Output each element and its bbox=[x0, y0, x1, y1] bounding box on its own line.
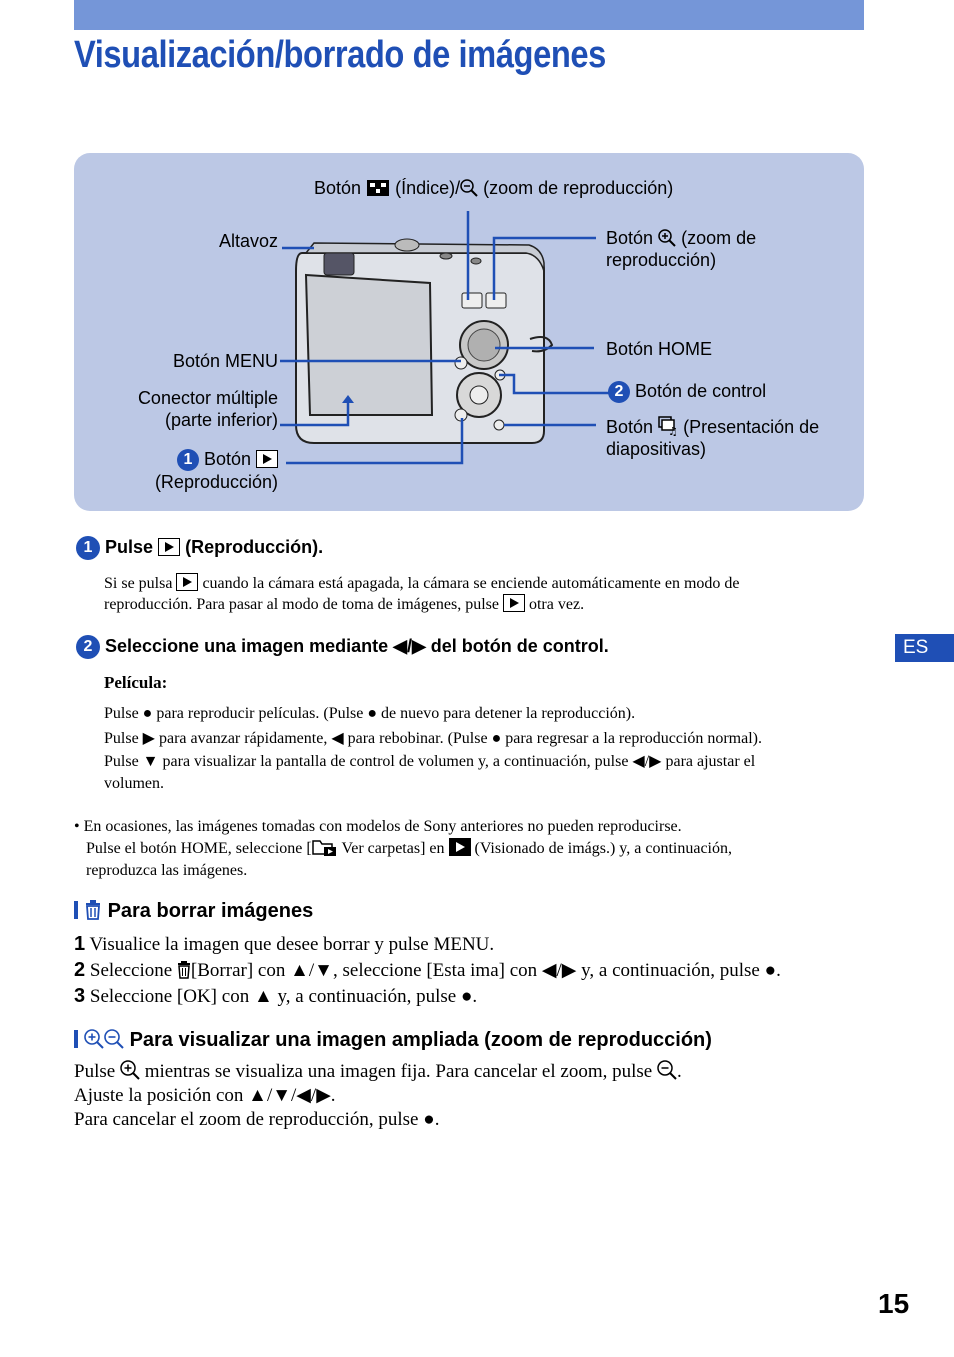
step-2-line1: Pulse ● para reproducir películas. (Pulse ● de nuevo para detener la reproducción). bbox=[104, 705, 636, 722]
zoom-button-label bbox=[606, 227, 756, 271]
index-button-tail: (Índice)/ bbox=[395, 178, 461, 198]
delete-step-2-num: 2 bbox=[74, 959, 86, 981]
step-1-head-a: Pulse bbox=[105, 536, 154, 557]
zoom-line-2: Ajuste la posición con ▲/▼/◀/▶. bbox=[74, 1085, 336, 1106]
delete-step-3 bbox=[74, 984, 477, 1009]
zoom-out-icon bbox=[460, 179, 478, 197]
section-marker bbox=[74, 1030, 78, 1048]
zoom-section-title: Para visualizar una imagen ampliada (zoom de reproducción) bbox=[129, 1029, 712, 1051]
step-2-number: 2 bbox=[76, 635, 100, 659]
slideshow-button-text: Botón bbox=[606, 417, 654, 437]
zoom-in-icon bbox=[84, 1029, 104, 1049]
step-1-heading bbox=[76, 536, 323, 560]
step-2-head: Seleccione una imagen mediante ◀/▶ del botón de control. bbox=[105, 635, 609, 656]
step-1-body-b: cuando la cámara está apagada, la cámara se enciende automáticamente en modo de bbox=[202, 575, 740, 592]
zoom-line-1-a: Pulse bbox=[74, 1061, 116, 1082]
delete-step-1-text: Visualice la imagen que desee borrar y pulse MENU. bbox=[89, 934, 495, 955]
control-button-label bbox=[608, 380, 766, 403]
zoom-button-line2: reproducción) bbox=[606, 250, 717, 270]
delete-step-2-a: Seleccione bbox=[89, 960, 173, 981]
note-block bbox=[74, 816, 864, 882]
delete-step-2-b: [Borrar] con ▲/▼, seleccione [Esta ima] con ◀/▶ y, a continuación, pulse ●. bbox=[190, 960, 781, 981]
delete-step-2 bbox=[74, 958, 781, 983]
zoom-in-icon bbox=[658, 229, 676, 247]
play-icon bbox=[176, 573, 198, 591]
zoom-section-heading bbox=[74, 1029, 712, 1052]
speaker-label: Altavoz bbox=[218, 231, 278, 251]
delete-step-3-text: Seleccione [OK] con ▲ y, a continuación, pulse ●. bbox=[89, 986, 478, 1007]
home-button-label: Botón HOME bbox=[606, 339, 713, 359]
note-line2a: Pulse el botón HOME, seleccione [ bbox=[86, 840, 312, 857]
index-icon bbox=[366, 179, 390, 197]
step-1-body-c: reproducción. Para pasar al modo de toma de imágenes, pulse bbox=[104, 596, 499, 613]
trash-icon bbox=[84, 900, 102, 920]
delete-step-3-num: 3 bbox=[74, 985, 86, 1007]
multi-connector-label bbox=[104, 387, 278, 431]
step-1-body-a: Si se pulsa bbox=[104, 575, 173, 592]
step-1-body-d: otra vez. bbox=[528, 596, 585, 613]
play-icon bbox=[158, 538, 180, 556]
multi-connector-line2: (parte inferior) bbox=[164, 410, 278, 430]
zoom-button-tail: (zoom de bbox=[681, 228, 757, 248]
play-viewing-icon bbox=[449, 838, 471, 856]
step-1-badge: 1 bbox=[177, 449, 199, 471]
zoom-out-icon bbox=[657, 1060, 677, 1080]
folder-icon bbox=[312, 838, 338, 856]
note-line2 bbox=[74, 838, 864, 860]
step-2-line2: Pulse ▶ para avanzar rápidamente, ◀ para rebobinar. (Pulse ● para regresar a la reproducción normal). bbox=[104, 729, 762, 747]
delete-section-heading bbox=[74, 900, 313, 923]
zoom-line-3: Para cancelar el zoom de reproducción, pulse ●. bbox=[74, 1109, 440, 1130]
delete-section-title: Para borrar imágenes bbox=[107, 900, 314, 922]
slideshow-button-tail: (Presentación de bbox=[683, 417, 820, 437]
language-tab: ES bbox=[895, 634, 954, 662]
step-2-badge: 2 bbox=[608, 381, 630, 403]
delete-step-1-num: 1 bbox=[74, 933, 86, 955]
svg-text:♫: ♫ bbox=[668, 425, 678, 436]
slideshow-icon bbox=[658, 416, 678, 436]
delete-step-1 bbox=[74, 932, 494, 957]
page-title: Visualización/borrado de imágenes bbox=[74, 34, 606, 76]
step-2-heading bbox=[76, 635, 609, 659]
zoom-in-icon bbox=[120, 1060, 140, 1080]
slideshow-button-label bbox=[606, 416, 819, 460]
zoom-button-text: Botón bbox=[606, 228, 654, 248]
step-1-body bbox=[104, 573, 864, 615]
camera-diagram-panel bbox=[74, 153, 864, 511]
header-bar bbox=[74, 0, 864, 30]
zoom-out-icon bbox=[104, 1029, 124, 1049]
section-marker bbox=[74, 901, 78, 919]
play-button-text: Botón bbox=[203, 449, 251, 469]
play-icon bbox=[256, 450, 278, 468]
step-1-number: 1 bbox=[76, 536, 100, 560]
play-icon bbox=[503, 594, 525, 612]
note-line2c: (Visionado de imágs.) y, a continuación, bbox=[474, 840, 732, 857]
multi-connector-line1: Conector múltiple bbox=[137, 388, 278, 408]
note-line1: • En ocasiones, las imágenes tomadas con modelos de Sony anteriores no pueden reproducirse. bbox=[74, 818, 682, 835]
index-button-text: Botón bbox=[314, 178, 362, 198]
step-2-body bbox=[104, 702, 864, 795]
trash-icon bbox=[177, 961, 191, 979]
index-button-tail2: (zoom de reproducción) bbox=[483, 178, 674, 198]
index-button-label bbox=[314, 177, 673, 199]
control-button-text: Botón de control bbox=[635, 381, 767, 401]
note-line2b: Ver carpetas] en bbox=[341, 840, 445, 857]
zoom-line-1 bbox=[74, 1060, 682, 1084]
step-2-line4: volumen. bbox=[104, 775, 164, 792]
pelicula-heading: Película: bbox=[104, 673, 168, 692]
note-line3: reproduzca las imágenes. bbox=[86, 862, 248, 879]
slideshow-button-line2: diapositivas) bbox=[606, 439, 707, 459]
play-button-line2: (Reproducción) bbox=[154, 472, 278, 493]
step-2-line3: Pulse ▼ para visualizar la pantalla de control de volumen y, a continuación, pulse ◀/▶ para ajustar el bbox=[104, 753, 756, 770]
zoom-line-1-c: . bbox=[676, 1061, 682, 1082]
menu-button-label: Botón MENU bbox=[172, 351, 278, 371]
play-button-label bbox=[114, 448, 278, 493]
zoom-line-1-b: mientras se visualiza una imagen fija. Para cancelar el zoom, pulse bbox=[144, 1061, 653, 1082]
step-1-head-b: (Reproducción). bbox=[185, 536, 324, 557]
page-number: 15 bbox=[878, 1288, 910, 1319]
